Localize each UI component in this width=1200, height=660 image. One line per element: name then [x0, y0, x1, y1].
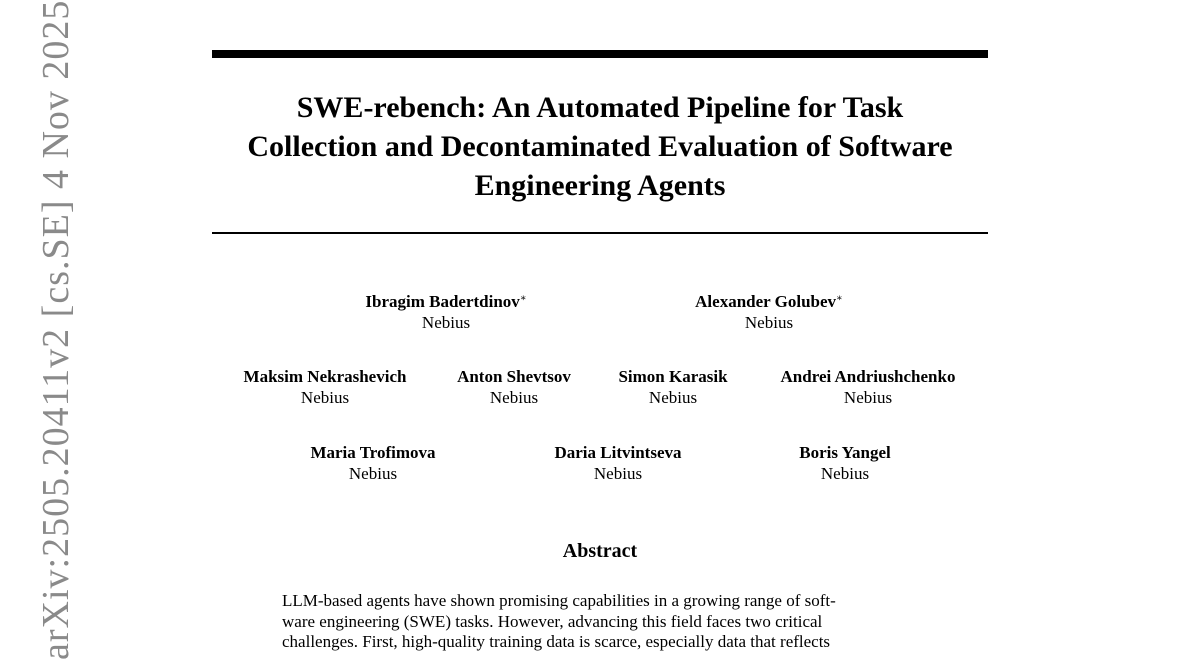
author-name: Simon Karasik — [618, 367, 728, 386]
author-block — [457, 366, 571, 408]
abstract-line: LLM-based agents have shown promising capabilities in a growing range of soft- — [282, 591, 836, 610]
paper-title-line-3: Engineering Agents — [474, 169, 726, 202]
author-name: Boris Yangel — [799, 443, 891, 462]
author-affiliation: Nebius — [744, 313, 794, 332]
author-affiliation: Nebius — [593, 464, 643, 483]
author-name: Ibragim Badertdinov∗ — [365, 292, 527, 311]
arxiv-identifier-stamp — [28, 0, 78, 660]
author-block — [365, 288, 526, 333]
abstract-heading: Abstract — [562, 540, 638, 562]
author-affiliation: Nebius — [348, 464, 398, 483]
arxiv-identifier-text: arXiv:2505.20411v2 [cs.SE] 4 Nov 2025 — [35, 0, 77, 660]
paper-title — [212, 88, 988, 205]
author-name: Anton Shevtsov — [457, 367, 571, 386]
author-name: Daria Litvintseva — [554, 443, 682, 462]
author-block — [695, 288, 843, 333]
title-bottom-rule — [212, 232, 988, 234]
author-block — [618, 366, 727, 408]
paper-title-line-2: Collection and Decontaminated Evaluation of Software — [247, 130, 953, 163]
abstract-line: challenges. First, high-quality training data is scarce, especially data that reflects — [282, 632, 831, 651]
author-block — [781, 366, 956, 408]
author-name: Alexander Golubev∗ — [695, 292, 843, 311]
author-block — [244, 366, 407, 408]
author-affiliation: Nebius — [820, 464, 870, 483]
abstract-line: ware engineering (SWE) tasks. However, advancing this field faces two critical — [282, 611, 823, 631]
abstract-text — [282, 591, 942, 653]
author-block — [554, 442, 681, 484]
author-affiliation: Nebius — [300, 388, 350, 407]
equal-contribution-mark: ∗ — [836, 293, 843, 304]
author-affiliation: Nebius — [421, 313, 471, 332]
title-top-rule — [212, 50, 988, 58]
author-affiliation: Nebius — [843, 388, 893, 407]
equal-contribution-mark: ∗ — [519, 293, 527, 304]
author-name: Maria Trofimova — [310, 443, 436, 462]
author-name: Andrei Andriushchenko — [780, 367, 956, 386]
author-affiliation: Nebius — [489, 388, 539, 407]
paper-title-line-1: SWE-rebench: An Automated Pipeline for Task — [296, 91, 904, 124]
author-block — [799, 442, 890, 484]
author-block — [310, 442, 435, 484]
author-name: Maksim Nekrashevich — [243, 367, 407, 386]
author-affiliation: Nebius — [648, 388, 698, 407]
